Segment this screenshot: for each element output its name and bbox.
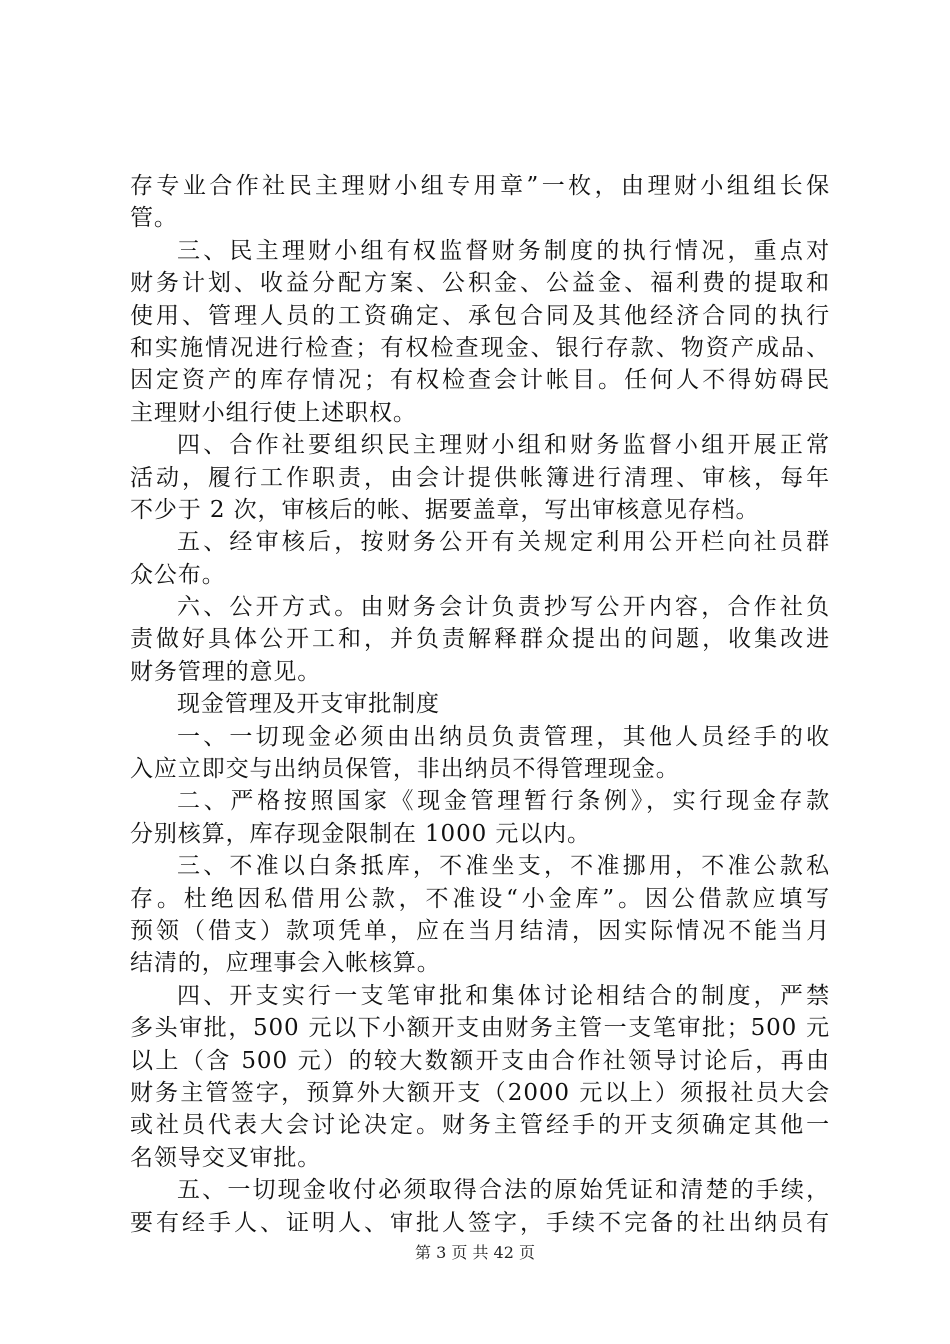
text-line: 财务管理的意见。 bbox=[130, 658, 322, 685]
text-line: 财务计划、收益分配方案、公积金、公益金、福利费的提取和 bbox=[130, 270, 830, 297]
document-body bbox=[130, 170, 830, 1239]
text-line: 主理财小组行使上述职权。 bbox=[130, 399, 417, 426]
text-line: 分别核算，库存现金限制在 1000 元以内。 bbox=[130, 820, 591, 847]
text-line: 预领（借支）款项凭单，应在当月结清，因实际情况不能当月 bbox=[130, 917, 830, 944]
text-line: 四、开支实行一支笔审批和集体讨论相结合的制度，严禁 bbox=[177, 982, 830, 1009]
text-line: 结清的，应理事会入帐核算。 bbox=[130, 950, 441, 977]
text-line: 五、一切现金收付必须取得合法的原始凭证和清楚的手续， bbox=[177, 1177, 830, 1204]
text-line: 五、经审核后，按财务公开有关规定利用公开栏向社员群 bbox=[177, 529, 830, 556]
text-line: 或社员代表大会讨论决定。财务主管经手的开支须确定其他一 bbox=[130, 1112, 830, 1139]
text-line: 以上（含 500 元）的较大数额开支由合作社领导讨论后，再由 bbox=[130, 1047, 830, 1074]
text-line: 二、严格按照国家《现金管理暂行条例》，实行现金存款 bbox=[177, 788, 830, 815]
text-line: 众公布。 bbox=[130, 561, 226, 588]
text-line: 多头审批，500 元以下小额开支由财务主管一支笔审批；500 元 bbox=[130, 1015, 830, 1042]
text-line: 现金管理及开支审批制度 bbox=[177, 691, 440, 718]
text-line: 存专业合作社民主理财小组专用章”一枚，由理财小组组长保 bbox=[130, 173, 830, 199]
text-line: 六、公开方式。由财务会计负责抄写公开内容，合作社负 bbox=[177, 594, 830, 621]
text-line: 三、不准以白条抵库，不准坐支，不准挪用，不准公款私 bbox=[177, 853, 830, 880]
text-line: 责做好具体公开工和，并负责解释群众提出的问题，收集改进 bbox=[130, 626, 830, 653]
text-line: 因定资产的库存情况；有权检查会计帐目。任何人不得妨碍民 bbox=[130, 367, 830, 394]
text-line: 三、民主理财小组有权监督财务制度的执行情况，重点对 bbox=[177, 237, 830, 264]
text-line: 活动，履行工作职责，由会计提供帐簿进行清理、审核，每年 bbox=[130, 464, 830, 491]
text-line: 不少于 2 次，审核后的帐、据要盖章，写出审核意见存档。 bbox=[130, 496, 760, 523]
text-line: 管。 bbox=[130, 205, 178, 232]
text-line: 存。杜绝因私借用公款，不准设“小金库”。因公借款应填写 bbox=[130, 885, 830, 912]
text-line: 四、合作社要组织民主理财小组和财务监督小组开展正常 bbox=[177, 432, 830, 459]
page-footer: 第 3 页 共 42 页 bbox=[415, 1243, 535, 1262]
text-line: 名领导交叉审批。 bbox=[130, 1144, 322, 1171]
text-line: 要有经手人、证明人、审批人签字，手续不完备的社出纳员有 bbox=[130, 1209, 830, 1236]
text-line: 财务主管签字，预算外大额开支（2000 元以上）须报社员大会 bbox=[130, 1079, 830, 1106]
text-line: 一、一切现金必须由出纳员负责管理，其他人员经手的收 bbox=[177, 723, 830, 750]
text-line: 使用、管理人员的工资确定、承包合同及其他经济合同的执行 bbox=[130, 302, 830, 329]
text-line: 入应立即交与出纳员保管，非出纳员不得管理现金。 bbox=[130, 756, 680, 783]
text-line: 和实施情况进行检查；有权检查现金、银行存款、物资产成品、 bbox=[130, 334, 830, 361]
